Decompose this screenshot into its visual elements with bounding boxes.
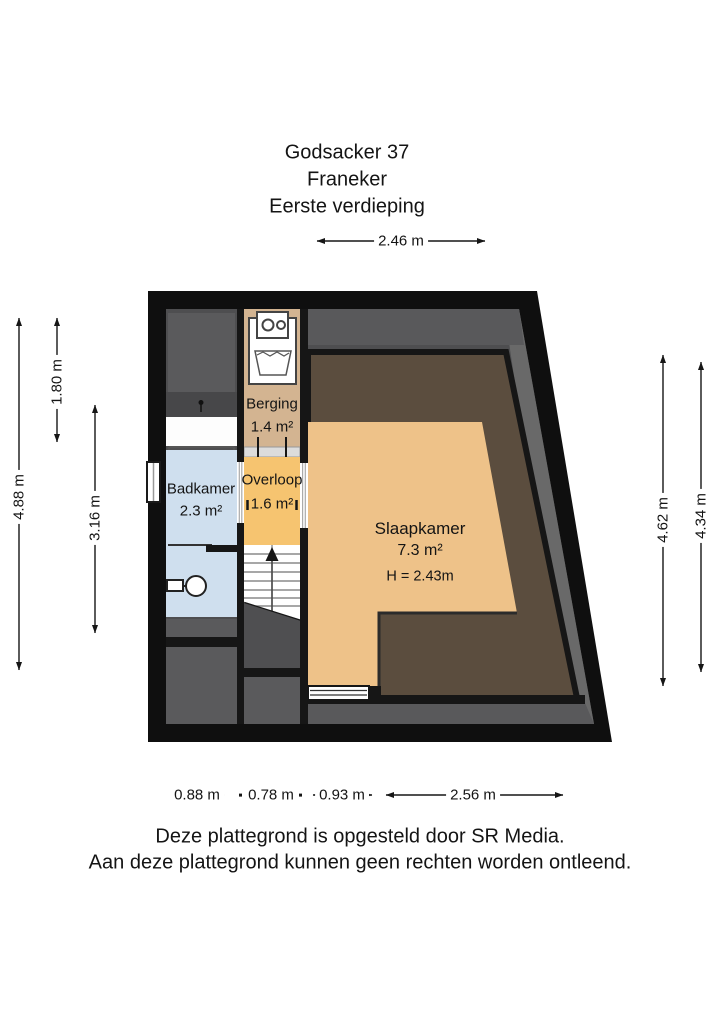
dim-top-label: 2.46 m bbox=[374, 232, 428, 249]
attic-strip-bottom bbox=[308, 703, 594, 724]
footer-disclaimer-line1: Deze plattegrond is opgesteld door SR Media. bbox=[155, 825, 565, 848]
room-height-slaapkamer: H = 2.43m bbox=[386, 568, 454, 585]
room-label-badkamer: Badkamer bbox=[166, 480, 236, 498]
middle-column bbox=[241, 309, 303, 724]
room-area-overloop: 1.6 m² bbox=[250, 495, 294, 513]
window-left bbox=[147, 462, 160, 502]
window-bottom bbox=[308, 686, 381, 704]
dim-left-outer-label: 4.88 m bbox=[10, 470, 27, 524]
dim-bottom-2-label: 0.78 m bbox=[244, 786, 298, 803]
room-label-slaapkamer: Slaapkamer bbox=[374, 519, 466, 539]
room-area-badkamer: 2.3 m² bbox=[179, 502, 223, 520]
footer-disclaimer-line2: Aan deze plattegrond kunnen geen rechten worden ontleend. bbox=[88, 851, 632, 874]
page-title-address: Godsacker 37 bbox=[284, 141, 410, 164]
room-label-overloop: Overloop bbox=[241, 471, 303, 489]
dim-bottom-1-label: 0.88 m bbox=[170, 786, 224, 803]
dormer-window bbox=[166, 417, 237, 446]
dim-right-inner-label: 4.34 m bbox=[692, 489, 709, 543]
dim-bottom-3-label: 0.93 m bbox=[315, 786, 369, 803]
dim-bottom-4-label: 2.56 m bbox=[446, 786, 500, 803]
dim-right-outer-label: 4.62 m bbox=[654, 493, 671, 547]
attic-strip-top bbox=[308, 309, 524, 345]
washing-machine-icon bbox=[249, 312, 296, 384]
page-title-floor: Eerste verdieping bbox=[269, 195, 425, 218]
wall-under-brown bbox=[377, 695, 585, 704]
room-area-berging: 1.4 m² bbox=[250, 418, 294, 436]
room-area-slaapkamer: 7.3 m² bbox=[397, 541, 443, 559]
dim-left-inner-top-label: 1.80 m bbox=[48, 355, 65, 409]
room-label-berging: Berging bbox=[246, 395, 298, 413]
page-title-city: Franeker bbox=[306, 168, 388, 191]
dim-left-inner-bottom-label: 3.16 m bbox=[86, 491, 103, 545]
